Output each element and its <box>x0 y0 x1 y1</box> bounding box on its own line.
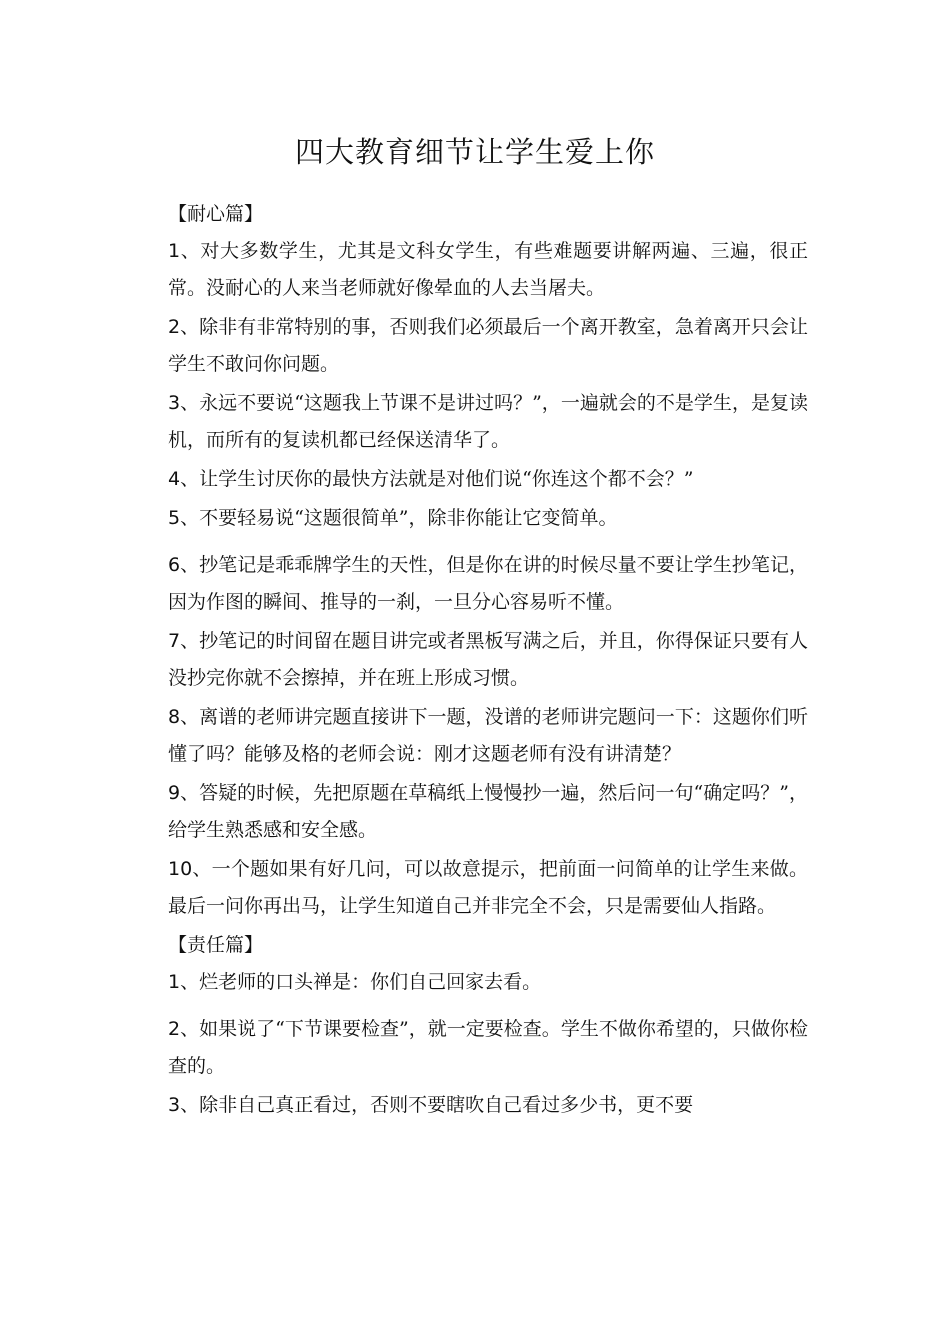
item-text: 、不要轻易说“这题很简单”，除非你能让它变简单。 <box>180 507 618 529</box>
list-item <box>168 851 808 925</box>
item-number: 1 <box>168 240 181 262</box>
item-text: 、如果说了“下节课要检查”，就一定要检查。学生不做你希望的，只做你检查的。 <box>168 1018 808 1077</box>
item-number: 10 <box>168 858 193 880</box>
item-text: 、永远不要说“这题我上节课不是讲过吗？”，一遍就会的不是学生，是复读机，而所有的复读机都已经保送清华了。 <box>168 392 808 451</box>
list-item <box>168 500 808 537</box>
list-item <box>168 964 808 1001</box>
list-item <box>168 623 808 697</box>
item-number: 3 <box>168 392 181 414</box>
list-item <box>168 547 808 621</box>
item-number: 8 <box>168 706 181 728</box>
item-number: 9 <box>168 782 181 804</box>
item-text: 、除非有非常特别的事，否则我们必须最后一个离开教室，急着离开只会让学生不敢问你问题。 <box>168 316 808 375</box>
item-text: 、抄笔记是乖乖牌学生的天性，但是你在讲的时候尽量不要让学生抄笔记，因为作图的瞬间、推导的一刹，一旦分心容易听不懂。 <box>168 554 808 613</box>
item-text: 、烂老师的口头禅是：你们自己回家去看。 <box>180 971 542 993</box>
list-item <box>168 233 808 307</box>
item-number: 2 <box>168 1018 181 1040</box>
item-text: 、除非自己真正看过，否则不要瞎吹自己看过多少书，更不要 <box>180 1094 694 1116</box>
list-item <box>168 1011 808 1085</box>
item-text: 、答疑的时候，先把原题在草稿纸上慢慢抄一遍，然后问一句“确定吗？”，给学生熟悉感和安全感。 <box>168 782 808 841</box>
section-heading-patience: 【耐心篇】 <box>168 203 264 225</box>
page-title: 四大教育细节让学生爱上你 <box>294 135 655 169</box>
item-text: 、一个题如果有好几问，可以故意提示，把前面一问简单的让学生来做。最后一问你再出马，让学生知道自己并非完全不会，只是需要仙人指路。 <box>168 858 808 917</box>
item-text: 、对大多数学生，尤其是文科女学生，有些难题要讲解两遍、三遍，很正常。没耐心的人来当老师就好像晕血的人去当屠夫。 <box>168 240 808 299</box>
item-number: 6 <box>168 554 181 576</box>
list-item <box>168 775 808 849</box>
item-number: 3 <box>168 1094 181 1116</box>
item-number: 4 <box>168 468 181 490</box>
section-heading-responsibility: 【责任篇】 <box>168 934 264 956</box>
list-item <box>168 1087 808 1124</box>
item-text: 、让学生讨厌你的最快方法就是对他们说“你连这个都不会？” <box>180 468 694 490</box>
item-number: 1 <box>168 971 181 993</box>
document-body <box>168 196 808 1126</box>
item-number: 7 <box>168 630 181 652</box>
item-text: 、抄笔记的时间留在题目讲完或者黑板写满之后，并且，你得保证只要有人没抄完你就不会擦掉，并在班上形成习惯。 <box>168 630 808 689</box>
item-text: 、离谱的老师讲完题直接讲下一题，没谱的老师讲完题问一下：这题你们听懂了吗？能够及格的老师会说：刚才这题老师有没有讲清楚？ <box>168 706 808 765</box>
item-number: 5 <box>168 507 181 529</box>
list-item <box>168 385 808 459</box>
item-number: 2 <box>168 316 181 338</box>
list-item <box>168 699 808 773</box>
list-item <box>168 309 808 383</box>
list-item <box>168 461 808 498</box>
